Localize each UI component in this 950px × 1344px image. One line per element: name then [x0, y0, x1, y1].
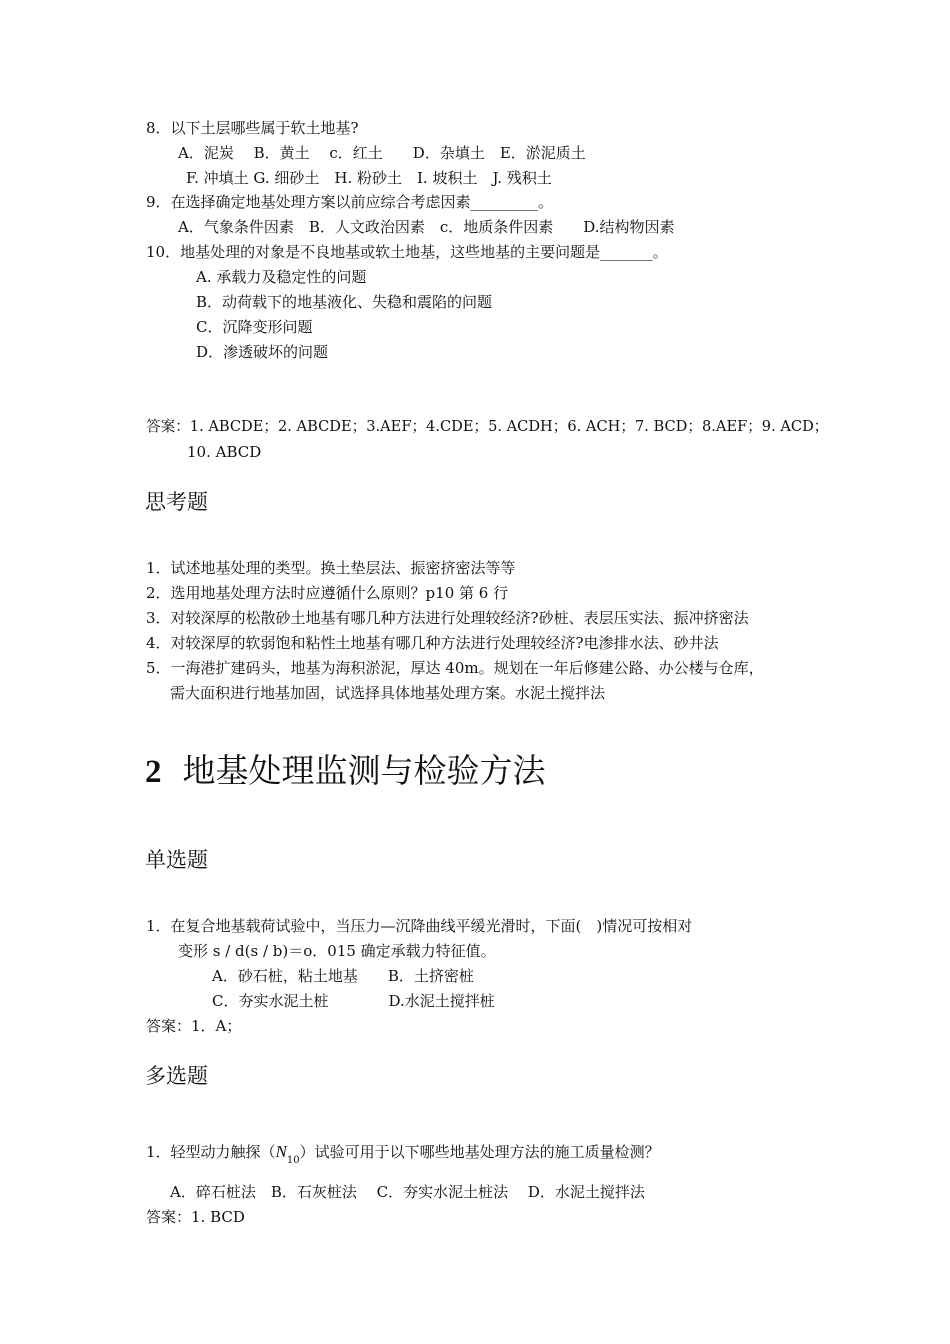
q10-option-a: A. 承载力及稳定性的问题 [196, 268, 367, 286]
multi-q1-subscript: 10 [286, 1155, 300, 1166]
q8-options-line2: F. 冲填土 G. 细砂土 H. 粉砂土 I. 坡积土 J. 残积土 [186, 169, 552, 187]
q10-stem: 10．地基处理的对象是不良地基或软土地基，这些地基的主要问题是_______。 [146, 243, 668, 261]
thinking-item-3: 3．对较深厚的松散砂土地基有哪几种方法进行处理较经济?砂桩、表层压实法、振冲挤密法 [146, 609, 749, 627]
q10-option-c: C．沉降变形问题 [196, 318, 313, 336]
q10-option-d: D．渗透破坏的问题 [196, 343, 329, 361]
single-q1-line2: 变形 s / d(s / b)＝o．015 确定承载力特征值。 [178, 942, 496, 960]
q10-option-b: B．动荷载下的地基液化、失稳和震陷的问题 [196, 293, 493, 311]
chapter-title-text: 地基处理监测与检验方法 [182, 751, 546, 790]
thinking-item-1: 1．试述地基处理的类型。换土垫层法、振密挤密法等等 [146, 559, 516, 577]
single-answer: 答案：1．A； [146, 1017, 242, 1035]
q8-stem: 8．以下土层哪些属于软土地基? [146, 119, 359, 137]
answers-line2: 10. ABCD [187, 443, 262, 461]
multi-q1-stem [146, 1142, 660, 1165]
thinking-heading: 思考题 [145, 490, 208, 514]
chapter-title [145, 750, 545, 793]
single-q1-line1: 1．在复合地基载荷试验中，当压力—沉降曲线平缓光滑时，下面( )情况可按相对 [146, 917, 693, 935]
multi-q1-suffix: ）试验可用于以下哪些地基处理方法的施工质量检测？ [299, 1143, 660, 1161]
single-choice-heading: 单选题 [145, 848, 208, 872]
multi-choice-heading: 多选题 [145, 1064, 208, 1088]
thinking-item-4: 4．对较深厚的软弱饱和粘性土地基有哪几种方法进行处理较经济?电渗排水法、砂井法 [146, 634, 719, 652]
multi-answer: 答案：1. BCD [146, 1208, 245, 1226]
thinking-item-2: 2．选用地基处理方法时应遵循什么原则？p10 第 6 行 [146, 584, 509, 602]
q9-stem: 9．在选择确定地基处理方案以前应综合考虑因素_________。 [146, 193, 554, 211]
q8-options-line1: A．泥炭 B．黄土 c．红土 D．杂填土 E．淤泥质土 [178, 144, 586, 162]
thinking-item-5: 5．一海港扩建码头，地基为海积淤泥，厚达 40m。规划在一年后修建公路、办公楼与仓库， [146, 659, 764, 677]
chapter-number: 2 [145, 754, 162, 790]
single-q1-options-line2: C．夯实水泥土桩 D.水泥土搅拌桩 [212, 992, 495, 1010]
thinking-item-5-cont: 需大面积进行地基加固，试选择具体地基处理方案。水泥土搅拌法 [170, 684, 606, 702]
multi-q1-prefix: 1．轻型动力触探（ [146, 1143, 276, 1161]
answers-line1: 答案：1. ABCDE；2. ABCDE；3.AEF；4.CDE；5. ACDH；6. ACH；7. BCD；8.AEF；9. ACD； [146, 418, 829, 435]
multi-q1-options: A．碎石桩法 B．石灰桩法 C．夯实水泥土桩法 D．水泥土搅拌法 [170, 1183, 645, 1201]
single-q1-options-line1: A．砂石桩，粘土地基 B．土挤密桩 [212, 967, 474, 985]
q9-options: A．气象条件因素 B．人文政治因素 c．地质条件因素 D.结构物因素 [178, 218, 675, 236]
multi-q1-symbol: N [275, 1142, 287, 1161]
